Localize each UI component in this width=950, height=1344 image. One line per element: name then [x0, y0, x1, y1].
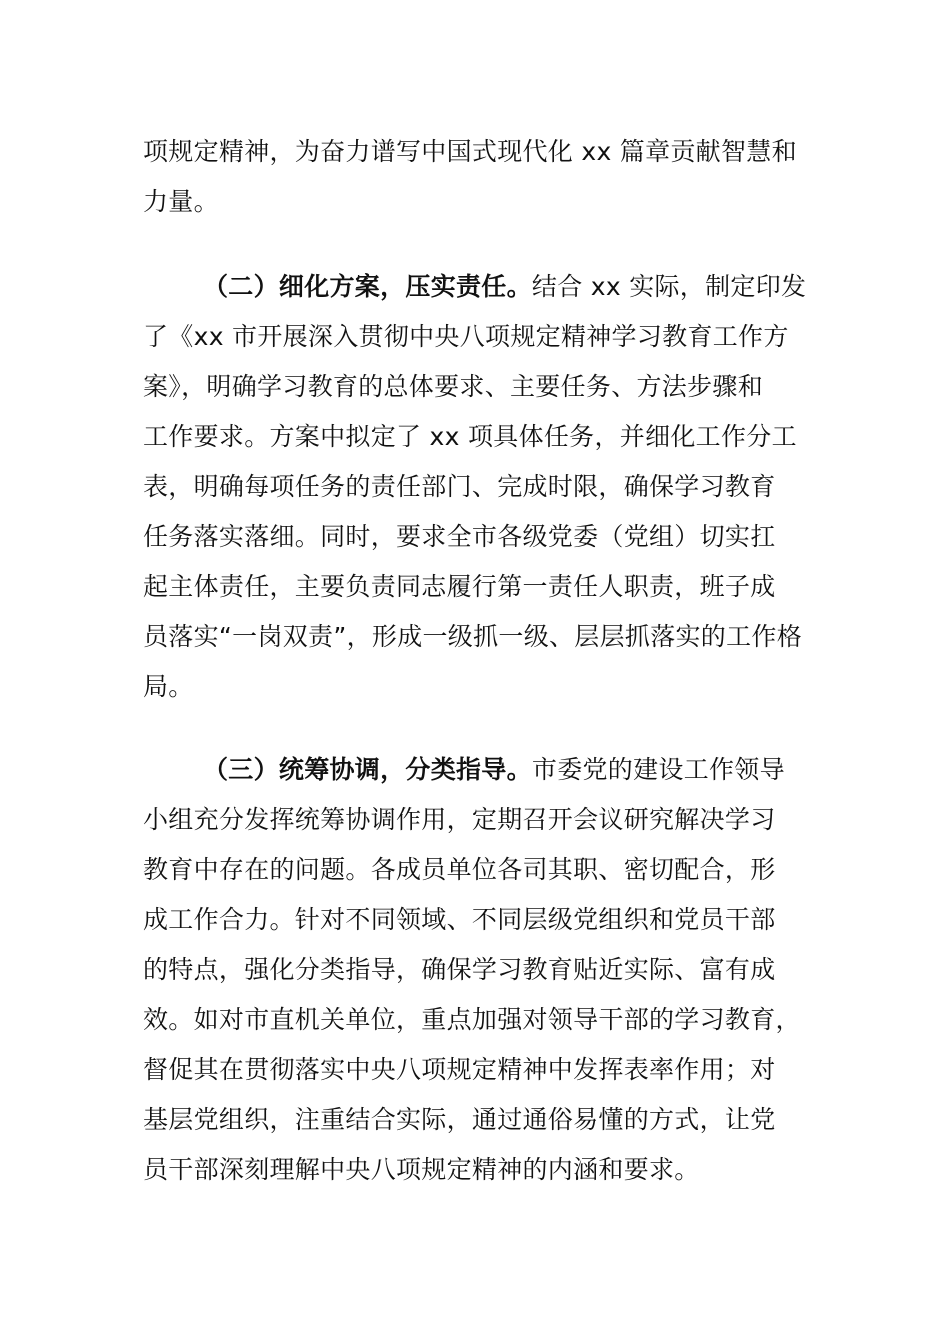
paragraph-line: 任务落实落细。同时，要求全市各级党委（党组）切实扛: [143, 522, 776, 551]
paragraph-line: 教育中存在的问题。各成员单位各司其职、密切配合，形: [143, 855, 776, 884]
paragraph-line: 员落实“一岗双责”，形成一级抓一级、层层抓落实的工作格: [143, 622, 803, 651]
paragraph-line: 效。如对市直机关单位，重点加强对领导干部的学习教育，: [143, 1005, 801, 1034]
paragraph-line: 项规定精神，为奋力谱写中国式现代化 xx 篇章贡献智慧和: [143, 137, 797, 166]
paragraph-line: 了《xx 市开展深入贯彻中央八项规定精神学习教育工作方: [143, 322, 789, 351]
section-3-heading: （三）统筹协调，分类指导。: [203, 755, 532, 784]
continuation-paragraph: [143, 127, 811, 227]
paragraph-line: 的特点，强化分类指导，确保学习教育贴近实际、富有成: [143, 955, 776, 984]
section-2-first-line-text: 结合 xx 实际，制定印发: [531, 272, 807, 301]
paragraph-line: 力量。: [143, 187, 219, 216]
paragraph-line: 起主体责任，主要负责同志履行第一责任人职责，班子成: [143, 572, 776, 601]
paragraph-line: 员干部深刻理解中央八项规定精神的内涵和要求。: [143, 1155, 700, 1184]
paragraph-line: 成工作合力。针对不同领域、不同层级党组织和党员干部: [143, 905, 776, 934]
section-3-first-line: [143, 745, 811, 795]
section-2-heading: （二）细化方案，压实责任。: [203, 272, 532, 301]
paragraph-line: 基层党组织，注重结合实际，通过通俗易懂的方式，让党: [143, 1105, 776, 1134]
section-2-first-line: [143, 262, 811, 312]
paragraph-line: 督促其在贯彻落实中央八项规定精神中发挥表率作用；对: [143, 1055, 776, 1084]
section-3-first-line-text: 市委党的建设工作领导: [531, 755, 785, 784]
paragraph-line: 工作要求。方案中拟定了 xx 项具体任务，并细化工作分工: [143, 422, 797, 451]
paragraph-line: 案》，明确学习教育的总体要求、主要任务、方法步骤和: [143, 372, 764, 401]
section-2-paragraph: [143, 262, 811, 712]
paragraph-line: 小组充分发挥统筹协调作用，定期召开会议研究解决学习: [143, 805, 776, 834]
paragraph-line: 局。: [143, 672, 194, 701]
paragraph-line: 表，明确每项任务的责任部门、完成时限，确保学习教育: [143, 472, 776, 501]
section-3-paragraph: [143, 745, 811, 1195]
